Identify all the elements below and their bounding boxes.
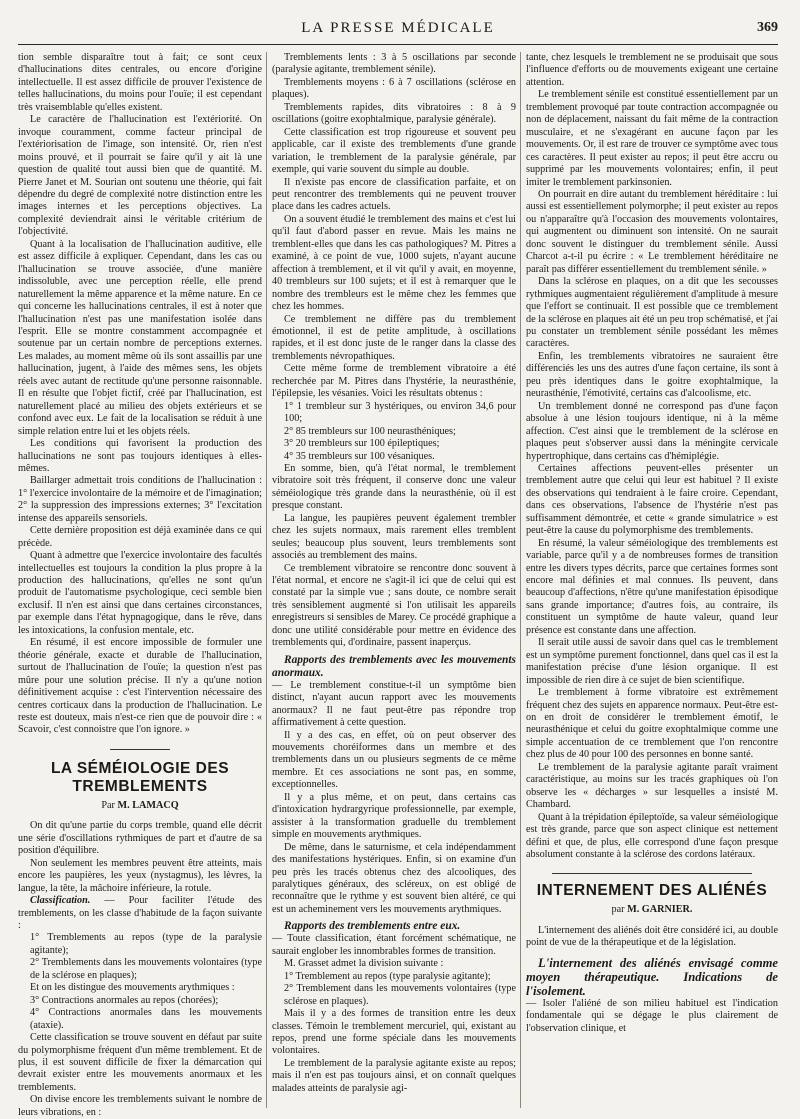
byline — [18, 800, 262, 812]
list-item: 1° Tremblement au repos (type paralysie agitante); — [284, 970, 491, 982]
paragraph: Il y a des cas, en effet, où on peut observer des mouvements choréiformes dans un membre et des tremblements dans un ou plusieurs segments de ce même membre. Et ces associations ne sont pas, en somme, exceptionnelles. — [272, 729, 516, 791]
paragraph: Quant à la localisation de l'hallucination auditive, elle est assez difficile à expliquer. Cependant, dans les cas ou l'hallucination se trouve associée, d'une manière indissoluble, avec une perception réelle, elle prend naturellement la même apparence et la même nature. En ce qui concerne les hallucinations centrales, il est à noter que l'hallucination n'est pas une manifestation isolée dans l'esprit. Elle se montre constamment accompagnée et soutenue par un certain nombre de perceptions externes. Les malades, au moment même où ils sont assaillis par une hallucination, jugent, à l'aide des mêmes sens, les objets réels avec autant de rectitude qu'une personne raisonnable. Il en résulte que l'objet fictif, créé par l'hallucination, est naturellement placé au milieu des objets extérieurs et se confond avec eux. Le fait de la localisation se réduit à une simple relation entre lui et les objets réels. — [18, 238, 262, 437]
column-1 — [18, 52, 262, 1118]
list-item: Tremblements lents : 3 à 5 oscillations par seconde (paralysie agitante, tremblement sénile). — [272, 52, 516, 76]
paragraph — [18, 895, 262, 932]
paragraph: Baillarger admettait trois conditions de l'hallucination : 1° l'exercice involontaire de la mémoire et de l'imagination; 2° la suppression des impressions externes; 3° l'excitation intense des appareils sensoriels. — [18, 475, 262, 524]
list-item: 2° Tremblement dans les mouvements volontaires (type sclérose en plaques). — [284, 983, 516, 1007]
list-item: 4° 35 trembleurs sur 100 vésaniques. — [284, 450, 435, 462]
paragraph: Il serait utile aussi de savoir dans quel cas le tremblement est un symptôme purement fonctionnel, dans quel cas il est la manifestation précise d'une lésion organique. Il est impossible de rien dire à ce sujet de bien scientifique. — [526, 637, 778, 686]
paragraph: L'internement des aliénés doit être considéré ici, au double point de vue de la thérapeutique et de la législation. — [526, 924, 778, 949]
paragraph: Ce tremblement vibratoire se rencontre donc souvent à l'état normal, et encore ne s'agit-il ici que de celui qui est constaté par la simple vue ; sans doute, ce nombre serait très sensiblement augmenté si l'on utilisait les appareils enregistreurs si sensibles de Marey. Ce procédé graphique a donc une utilité considérable pour mettre en évidence des tremblements qui, d'ordinaire, passent inaperçus. — [272, 562, 516, 649]
paragraph: Les conditions qui favorisent la production des hallucinations ne sont pas toujours identiques à elles-mêmes. — [18, 438, 262, 474]
paragraph: On dit qu'une partie du corps tremble, quand elle décrit une série d'oscillations rythmiques de part et d'autre de sa position d'équilibre. — [18, 820, 262, 857]
paragraph: Le tremblement à forme vibratoire est extrêmement fréquent chez des sujets en apparence normaux. Peut-être est-on en droit de considérer le tremblement émotif, le neurasthénique et celui du goitre exophtalmique comme une simple accentuation de ce tremblement que l'on rencontre chez plus de 40 pour 100 des personnes en bonne santé. — [526, 687, 778, 761]
column-rule — [266, 52, 267, 1108]
article-title: LA SÉMÉIOLOGIE DES TREMBLEMENTS — [50, 759, 230, 795]
paragraph: On a souvent étudié le tremblement des mains et c'est lui qu'il faut d'abord passer en revue. Mais les mains ne tremblent-elles que dans les cas pathologiques? M. Pitres a examiné, à ce point de vue, 1000 sujets, n'ayant aucune affection à tremblement, et il vit qu'il y avait, en moyenne, 40 trembleurs sur 100 sujets; et il est à remarquer que le nombre des trembleurs est le même chez les femmes que chez les hommes. — [272, 213, 516, 313]
column-rule — [520, 52, 521, 1108]
byline-author: M. LAMACQ — [117, 799, 179, 811]
paragraph: Quant à la trépidation épileptoïde, sa valeur séméiologique est très grande, parce que son aspect clinique est nettement défini et que, de plus, elle correspond d'une façon presque absolument constante à la sclérose des cordons latéraux. — [526, 811, 778, 860]
paragraph: Et on les distingue des mouvements arythmiques : — [30, 982, 235, 994]
paragraph: Quant à admettre que l'exercice involontaire des facultés intellectuelles est toujours la condition la plus propre à la production des hallucinations, qu'elles ne sont qu'un produit de l'automatisme psychologique, ceci semble bien exclusif. Il n'en est ainsi que dans certaines circonstances, par exemple dans l'état hypnagogique, dans le rêve, dans les intoxications, la confusion mentale, etc. — [18, 550, 262, 636]
paragraph: On pourrait en dire autant du tremblement héréditaire : lui aussi est essentiellement polymorphe; il peut exister au repos ou n'apparaître qu'à l'occasion des mouvements volontaires, qui augmentent ou diminuent son intensité. On ne saurait donc souvent le distinguer du tremblement sénile. Aussi Charcot a-t-il pu écrire : « Le tremblement héréditaire ne paraît pas différer essentiellement du tremblement sénile. » — [526, 188, 778, 275]
paragraph: Le tremblement de la paralysie agitante existe au repos; mais il n'en est pas toujours ainsi, et on connaît quelques malades atteints de paralysie agi- — [272, 1057, 516, 1094]
paragraph: — Toute classification, étant forcément schématique, ne saurait englober les innombrables formes de transition. — [272, 933, 516, 957]
paragraph: — Le tremblement constitue-t-il un symptôme bien distinct, n'ayant aucun rapport avec les mouvements anormaux? Il ne faut peut-être pas répondre trop affirmativement à cette question. — [272, 679, 516, 729]
byline-prefix: par — [611, 904, 625, 916]
column-3 — [526, 52, 778, 1108]
paragraph: Mais il y a des formes de transition entre les deux classes. Témoin le tremblement mercuriel, qui, existant au repos, prend une forme spéciale dans les mouvements volontaires. — [272, 1008, 516, 1057]
list-item: 3° 20 trembleurs sur 100 épileptiques; — [284, 438, 440, 450]
paragraph: tion semble disparaître tout à fait; ce sont ceux d'hallucinations dites centrales, ou encore d'origine intellectuelle. Il est assez difficile de prouver l'existence de telles hallucinations, du moins pour l'ouïe; il est cependant très vraisemblable qu'elles existent. — [18, 52, 262, 113]
paragraph: En somme, bien, qu'à l'état normal, le tremblement vibratoire soit très fréquent, il conserve donc une valeur séméiologique très grande dans la neurasthénie, où il est presque constant. — [272, 462, 516, 512]
column-2 — [272, 52, 516, 1108]
paragraph: Un tremblement donné ne correspond pas d'une façon absolue à une lésion toujours identique, ni à la même affection. C'est ainsi que le tremblement de la sclérose en plaques peut s'observer aussi dans la méningite cervicale hypertrophique, dans certains cas d'hémiplégie. — [526, 400, 778, 462]
byline-prefix: Par — [101, 799, 115, 811]
paragraph: Cette même forme de tremblement vibratoire a été recherchée par M. Pitres dans l'hystérie, la neurasthénie, l'épilepsie, les vésanies. Voici les résultats obtenus : — [272, 363, 516, 400]
list-item: 2° 85 trembleurs sur 100 neurasthéniques; — [284, 425, 456, 437]
paragraph: En résumé, il est encore impossible de formuler une théorie générale, exacte et durable de l'hallucination, surtout de l'hallucination de l'ouïe; la question n'est pas mûre pour une solution précise. Il n'y a qu'une notion définitivement acquise : c'est l'intervention nécessaire des centres corticaux dans la production de l'hallucination. Le reste est douteux, mais n'est-ce rien que de pouvoir dire : « Scavoir, c'est connoistre que l'on ignore. » — [18, 637, 262, 736]
paragraph: tante, chez lesquels le tremblement ne se produisait que sous l'influence d'efforts ou de mouvements exigeant une certaine attention. — [526, 52, 778, 88]
page-number: 369 — [757, 20, 778, 35]
byline — [526, 904, 778, 916]
paragraph: On divise encore les tremblements suivant le nombre de leurs vibrations, en : — [18, 1094, 262, 1118]
byline-author: M. GARNIER. — [627, 904, 693, 916]
section-divider — [110, 749, 170, 750]
list-item: 2° Tremblements dans les mouvements volontaires (type de la sclérose en plaques); — [30, 957, 262, 981]
paragraph: Le caractère de l'hallucination est l'extériorité. On invoque couramment, comme facteur principal de l'extériorisation de l'image, son intensité. Or, rien n'est moins prouvé, et il pourrait se faire qu'il y ait là une question de qualité tout aussi bien que de quantité. M. Pierre Janet et M. Sourian ont soutenu une théorie, qui fait dépendre du degré de complexité notre distinction entre les images internes et les perceptions objectives. La complexité deviendrait ainsi le véritable critérium de l'objectivité. — [18, 114, 262, 238]
paragraph: M. Grasset admet la division suivante : — [284, 958, 444, 970]
paragraph: Il y a plus même, et on peut, dans certains cas d'intoxication hydrargyrique professionnelle, par exemple, assister à la transformation graduelle du tremblement simple en mouvements arythmiques. — [272, 791, 516, 841]
paragraph: Non seulement les membres peuvent être atteints, mais encore les paupières, les yeux (nystagmus), les lèvres, la langue, la tête, la mâchoire inférieure, la rotule. — [18, 857, 262, 894]
paragraph: Certaines affections peuvent-elles présenter un tremblement autre que celui qui leur est habituel ? Il existe des observations qui tendraient à le faire croire. Cependant, dans ces observations, l'absence de l'hystérie n'est pas suffisamment démontrée, et cette « grande simulatrice » est peut-être la cause du polymorphisme des tremblements. — [526, 462, 778, 537]
list-item: Tremblements moyens : 6 à 7 oscillations (sclérose en plaques). — [272, 76, 516, 101]
list-item: Tremblements rapides, dits vibratoires : 8 à 9 oscillations (goitre exophtalmique, paralysie générale). — [272, 101, 516, 126]
paragraph: En résumé, la valeur séméiologique des tremblements est variable, parce qu'il y a de nombreuses formes de transition entre les divers types décrits, parce que certaines formes sont encore mal définies et mal connues. Ils peuvent, dans beaucoup d'affections, n'être qu'une manifestation épisodique sans grande importance; d'autres fois, au contraire, ils constituent un symptôme de haute valeur, quand leur présence est constante dans une affection. — [526, 537, 778, 636]
paragraph: La langue, les paupières peuvent également trembler chez les sujets normaux, mais rarement elles tremblent seules; beaucoup plus souvent, leurs tremblements sont associés au tremblement des mains. — [272, 512, 516, 562]
list-item: 4° Contractions anormales dans les mouvements (ataxie). — [30, 1007, 262, 1031]
paragraph: Cette classification est trop rigoureuse et souvent peu applicable, car il existe des tremblements d'une grande variation, le tremblement de la paralysie générale, par exemple, qui varie souvent du simple au double. — [272, 126, 516, 176]
running-title: LA PRESSE MÉDICALE — [301, 20, 495, 36]
paragraph: Enfin, les tremblements vibratoires ne sauraient être différenciés les uns des autres d'une façon certaine, ils sont à peu près identiques dans le goitre exophtalmique, la neurasthénie, l'émotivité, certains cas d'alcoolisme, etc. — [526, 350, 778, 400]
paragraph: Le tremblement sénile est constitué essentiellement par un tremblement provoqué par toute contraction accompagnée ou non de déplacement, naissant du fait même de la contraction musculaire, et ne s'exagérant en aucune façon par les mouvements. Or, il est rare de trouver ce symptôme avec tous ces caractères. Il peut exister au repos; il peut être accru ou supprimé par les mouvements volontaires; enfin, il peut imiter le tremblement parkinsonien. — [526, 89, 778, 188]
section-divider — [552, 873, 752, 874]
paragraph: De même, dans le saturnisme, et cela indépendamment des manifestations hystériques. Enfin, si on examine d'un peu près les tracés obtenus chez des alcooliques, des paralytiques généraux, des scléreux, on est obligé de reconnaître que le rythme y est souvent bien altéré, ce qui est un acheminement vers les mouvements arythmiques. — [272, 841, 516, 915]
paragraph: Le tremblement de la paralysie agitante paraît vraiment caractéristique, au moins sur les tracés graphiques où l'on observe les « décharges » sur lesquelles a insisté M. Chambard. — [526, 761, 778, 811]
list-item: 3° Contractions anormales au repos (chorées); — [30, 994, 219, 1006]
paragraph: — Isoler l'aliéné de son milieu habituel est l'indication fondamentale qui se dégage le plus clairement de l'observation clinique, et — [526, 997, 778, 1034]
list-item: 1° Tremblements au repos (type de la paralysie agitante); — [30, 932, 262, 956]
paragraph: Cette classification se trouve souvent en défaut par suite du polymorphisme fréquent d'un même tremblement. Et de plus, il est souvent difficile de fixer la démarcation qui devrait exister entre les mouvements anormaux et les tremblements. — [18, 1032, 262, 1093]
section-lead: Classification. — [30, 895, 91, 907]
section-heading: Rapports des tremblements entre eux. — [284, 920, 461, 933]
paragraph: Cette dernière proposition est déjà examinée dans ce qui précède. — [18, 525, 262, 549]
paragraph: Il n'existe pas encore de classification parfaite, et on peut rencontrer des tremblements qui ne peuvent trouver place dans les cadres actuels. — [272, 176, 516, 213]
section-heading: Rapports des tremblements avec les mouvements anormaux. — [272, 653, 516, 679]
page-header — [18, 18, 778, 45]
paragraph: Ce tremblement ne diffère pas du tremblement émotionnel, il est de petite amplitude, à oscillations rapides, et il est donc juste de le ranger dans la classe des tremblements névropathiques. — [272, 313, 516, 362]
list-item: 1° 1 trembleur sur 3 hystériques, ou environ 34,6 pour 100; — [284, 400, 516, 425]
section-heading: L'internement des aliénés envisagé comme moyen thérapeutique. Indications de l'isolement. — [526, 955, 778, 998]
paragraph: Dans la sclérose en plaques, on a dit que les secousses rythmiques augmentaient régulièrement d'amplitude à mesure que l'effort se continuait. Il est possible que ce tremblement de la sclérose en plaques ait été un peu trop schématisé, et j'ai pu constater un tremblement sénile possédant les mêmes caractères. — [526, 276, 778, 350]
article-title: INTERNEMENT DES ALIÉNÉS — [536, 882, 768, 900]
paragraph-text: — Pour faciliter l'étude des tremblements, on les classe d'habitude de la façon suivante : — [18, 895, 262, 931]
